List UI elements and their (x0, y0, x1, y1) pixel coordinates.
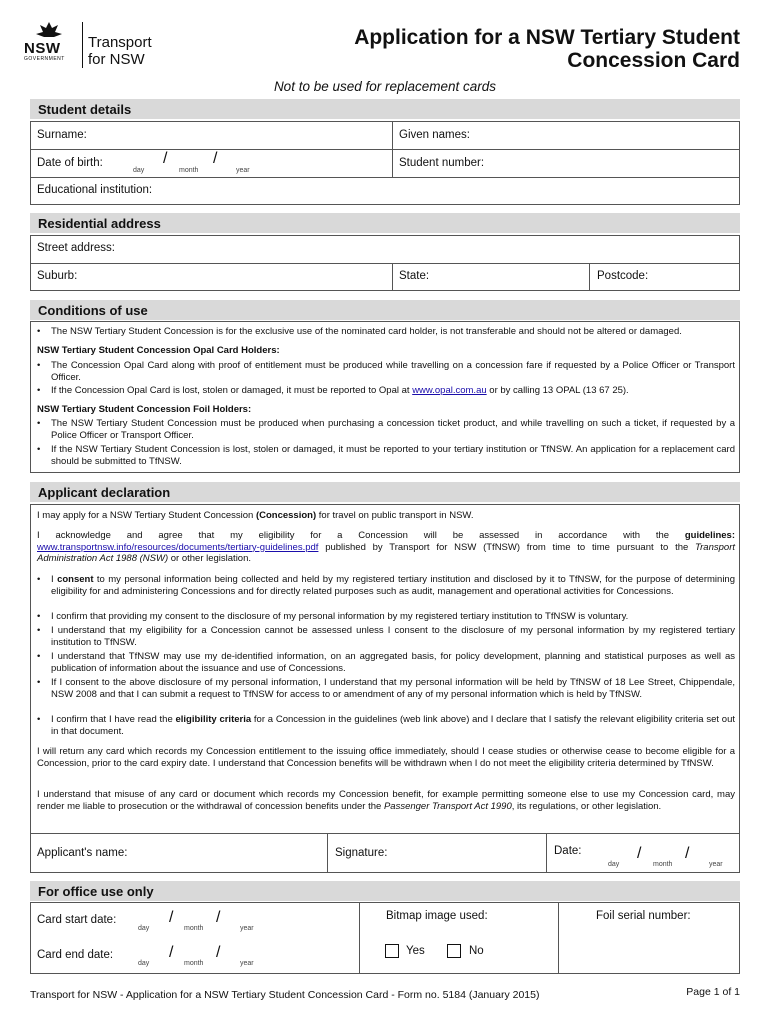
guidelines-link[interactable]: www.transportnsw.info/resources/documents/tertiary-guidelines.pdf (37, 541, 319, 553)
dob-year-label: year (236, 167, 250, 174)
office-use-box: Card start date: / / day month year Card end date: / / day month year Bitmap image used: Yes No Foil serial number: (30, 902, 740, 974)
page-subtitle: Not to be used for replacement cards (273, 79, 497, 94)
declaration-heading: Applicant declaration (30, 482, 740, 502)
start-month-label: month (184, 925, 204, 932)
office-use-heading: For office use only (30, 881, 740, 901)
opal-condition-1: The Concession Opal Card along with proof of entitlement must be produced while travelling on a concession fare if requested by a Police Officer or Transport Officer. (51, 360, 735, 383)
opal-link[interactable]: www.opal.com.au (412, 385, 487, 396)
yes-checkbox[interactable] (385, 944, 399, 958)
residential-address-box (30, 235, 740, 291)
declaration-month-label: month (653, 861, 673, 868)
declaration-item-3: I understand that my eligibility for a Concession cannot be assessed unless I consent to the disclosure of my personal information by my registered tertiary institution to TfNSW. (51, 625, 735, 648)
declaration-para-3: I will return any card which records my Concession entitlement to the issuing office immediately, should I cease studies or otherwise cease to become eligible for a Concession, prior to the card expiry date. I understand that Concession benefits will be withdrawn when I do not meet the eligibility criteria determined by TfNSW. (37, 746, 735, 769)
student-number-field[interactable]: Student number: (399, 157, 485, 169)
opal-condition-2: If the Concession Opal Card is lost, stolen or damaged, it must be reported to Opal at www.opal.com.au or by calling 13 OPAL (13 67 25). (51, 385, 629, 396)
foil-serial-field[interactable]: Foil serial number: (596, 910, 691, 922)
conditions-heading: Conditions of use (30, 300, 740, 320)
card-start-date-field[interactable]: Card start date: (37, 914, 117, 926)
card-end-date-field[interactable]: Card end date: (37, 949, 114, 961)
no-checkbox[interactable] (447, 944, 461, 958)
end-day-label: day (138, 960, 150, 967)
yes-label: Yes (406, 945, 425, 957)
logo-government-text: GOVERNMENT (24, 56, 65, 62)
declaration-para-2: I acknowledge and agree that my eligibility for a Concession will be assessed in accordance with the guidelines: www.transportnsw.info/resources/documents/tertiary-guidelines.pdf published by Transport for NSW (TfNSW) from time to time pursuant to the Transport Administration Act 1988 (NSW) or other legislation. (37, 530, 735, 565)
institution-field[interactable]: Educational institution: (37, 184, 153, 196)
logo-for-nsw-text: for NSW (88, 51, 145, 68)
nsw-logo (24, 20, 174, 70)
signature-field[interactable]: Signature: (335, 847, 388, 859)
logo-divider (82, 22, 83, 68)
given-names-field[interactable]: Given names: (399, 129, 470, 141)
student-details-box: Surname: Given names: Date of birth: / / day month year Student number: Educational institution: (30, 121, 740, 205)
bitmap-image-label: Bitmap image used: (386, 910, 488, 922)
no-label: No (469, 945, 484, 957)
logo-transport-text: Transport (88, 34, 152, 51)
postcode-field[interactable]: Postcode: (597, 270, 649, 282)
page-title (280, 26, 740, 72)
declaration-item-4: I understand that TfNSW may use my de-identified information, on an aggregated basis, for policy development, planning and statistical purposes as well as publication of information about the issuance and use of Concessions. (51, 651, 735, 674)
end-year-label: year (240, 960, 254, 967)
start-year-label: year (240, 925, 254, 932)
dob-field[interactable]: Date of birth: (37, 157, 103, 169)
condition-1: The NSW Tertiary Student Concession is for the exclusive use of the nominated card holder, is not transferable and should not be altered or damaged. (51, 326, 682, 337)
footer-page-number: Page 1 of 1 (686, 986, 740, 998)
dob-day-label: day (133, 167, 145, 174)
declaration-item-1: I consent to my personal information being collected and held by my registered tertiary institution and disclosed by it to TfNSW, for the purpose of determining eligibility for and administering Concessions and for directly related purposes such as audit, management and operational activities for Concessions. (51, 574, 735, 597)
end-month-label: month (184, 960, 204, 967)
suburb-field[interactable]: Suburb: (37, 270, 78, 282)
title-line-1: Application for a NSW Tertiary Student (354, 26, 740, 49)
state-field[interactable]: State: (399, 270, 430, 282)
waratah-icon (34, 20, 64, 40)
street-address-field[interactable]: Street address: (37, 242, 115, 254)
foil-condition-1: The NSW Tertiary Student Concession must be produced when purchasing a concession ticket product, and while travelling on such a ticket, if requested by a Police Officer or Transport Officer. (51, 418, 735, 441)
declaration-para-1: I may apply for a NSW Tertiary Student Concession (Concession) for travel on public transport in NSW. (37, 510, 474, 521)
foil-condition-2: If the NSW Tertiary Student Concession is lost, stolen or damaged, it must be reported to your tertiary institution or TfNSW. An application for a replacement card should be submitted to TfNSW. (51, 444, 735, 467)
residential-address-heading: Residential address (30, 213, 740, 233)
applicant-sign-row: Applicant's name: Signature: Date: / / day month year (30, 833, 740, 873)
declaration-item-5: If I consent to the above disclosure of my personal information, I understand that my personal information will be held by TfNSW of 18 Lee Street, Chippendale, NSW 2008 and that I can submit a request to TfNSW for access to or amendment of any of my personal information which is held by TfNSW. (51, 677, 735, 700)
start-day-label: day (138, 925, 150, 932)
applicant-name-field[interactable]: Applicant's name: (37, 847, 128, 859)
dob-month-label: month (179, 167, 199, 174)
declaration-day-label: day (608, 861, 620, 868)
declaration-year-label: year (709, 861, 723, 868)
declaration-item-2: I confirm that providing my consent to the disclosure of my personal information by my registered tertiary institution to TfNSW is voluntary. (51, 611, 629, 622)
title-line-2: Concession Card (567, 49, 740, 72)
declaration-item-6: I confirm that I have read the eligibility criteria for a Concession in the guidelines (web link above) and I declare that I satisfy the relevant eligibility criteria set out in that document. (51, 714, 735, 737)
declaration-date-field[interactable]: Date: (554, 845, 582, 857)
foil-holders-heading: NSW Tertiary Student Concession Foil Holders: (37, 404, 252, 415)
surname-field[interactable]: Surname: (37, 129, 87, 141)
student-details-heading: Student details (30, 99, 740, 119)
logo-nsw-text: NSW (24, 40, 61, 57)
opal-holders-heading: NSW Tertiary Student Concession Opal Card Holders: (37, 345, 280, 356)
declaration-para-4: I understand that misuse of any card or document which records my Concession benefit, for example permitting someone else to use my Concession card, may render me liable to prosecution or the withdrawal of concession benefits under the Passenger Transport Act 1990, its regulations, or other legislation. (37, 789, 735, 812)
footer-form-info: Transport for NSW - Application for a NSW Tertiary Student Concession Card - Form no. 5184 (January 2015) (30, 989, 540, 1001)
